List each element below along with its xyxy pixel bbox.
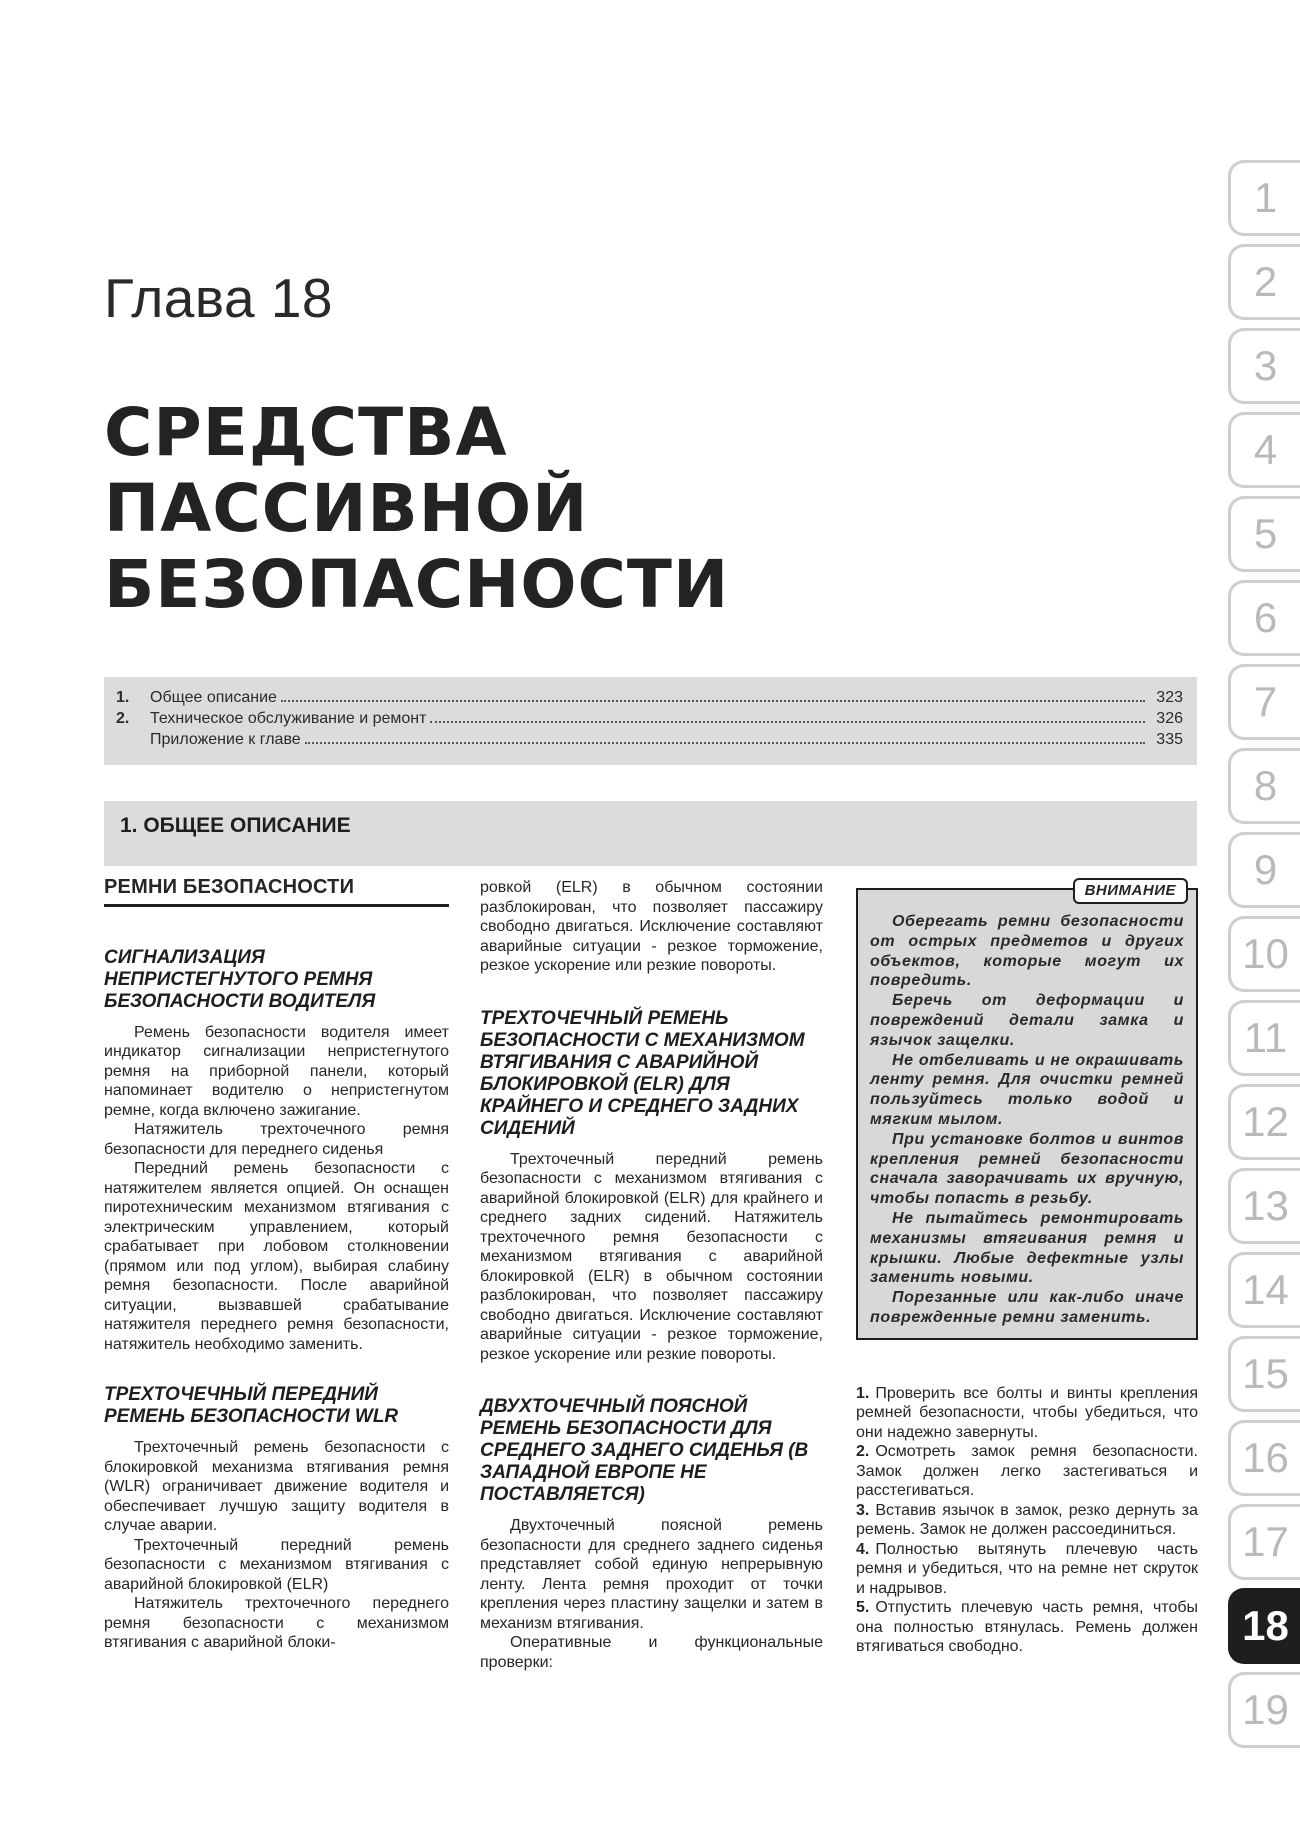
toc-page: 323 bbox=[1156, 689, 1183, 706]
text-column-1 bbox=[104, 878, 449, 1653]
paragraph: ровкой (ELR) в обычном состоянии разблокирован, что позволяет пассажиру свободно двигаться. Исключение составляют аварийные ситуации - резкое торможение, резкое ускорение или резкие повороты. bbox=[480, 879, 823, 974]
paragraph: Оперативные и функциональные проверки: bbox=[480, 1634, 823, 1671]
text-column-2 bbox=[480, 878, 823, 1672]
chapter-tab-16[interactable]: 16 bbox=[1228, 1420, 1300, 1496]
step-number: 2. bbox=[856, 1443, 870, 1461]
chapter-title-line: СРЕДСТВА bbox=[104, 394, 508, 471]
check-steps bbox=[856, 1384, 1198, 1657]
chapter-title-line: БЕЗОПАСНОСТИ bbox=[104, 546, 730, 623]
text-column-3 bbox=[856, 878, 1198, 1657]
subheading: ДВУХТОЧЕЧНЫЙ ПОЯСНОЙ РЕМЕНЬ БЕЗОПАСНОСТИ ДЛЯ СРЕДНЕГО ЗАДНЕГО СИДЕНЬЯ (В ЗАПАДНОЙ ЕВРОПЕ НЕ ПОСТАВЛЯЕТСЯ) bbox=[480, 1396, 809, 1505]
chapter-tab-8[interactable]: 8 bbox=[1228, 748, 1300, 824]
chapter-tab-19[interactable]: 19 bbox=[1228, 1672, 1300, 1748]
subheading: ТРЕХТОЧЕЧНЫЙ ПЕРЕДНИЙ РЕМЕНЬ БЕЗОПАСНОСТИ WLR bbox=[104, 1384, 399, 1427]
step-text: Осмотреть замок ремня безопасности. Замок должен легко застегиваться и расстегиваться. bbox=[856, 1443, 1198, 1500]
warning-label: ВНИМАНИЕ bbox=[1073, 878, 1188, 904]
paragraph: Двухточечный поясной ремень безопасности для среднего заднего сиденья представляет собой единую непрерывную ленту. Лента ремня проходит от точки крепления через пластину защелки и затем в механизм втягивания. bbox=[480, 1517, 823, 1632]
chapter-tab-7[interactable]: 7 bbox=[1228, 664, 1300, 740]
chapter-tab-12[interactable]: 12 bbox=[1228, 1084, 1300, 1160]
step-item bbox=[856, 1501, 1198, 1540]
paragraph: Натяжитель трехточечного ремня безопасности для переднего сиденья bbox=[104, 1121, 449, 1158]
chapter-tab-11[interactable]: 11 bbox=[1228, 1000, 1300, 1076]
paragraph: Трехточечный передний ремень безопасности с механизмом втягивания с аварийной блокировкой (ELR) bbox=[104, 1536, 449, 1593]
warning-text: Не отбеливать и не окрашивать ленту ремня. Для очистки ремней пользуйтесь только водой и мягким мылом. bbox=[870, 1051, 1184, 1128]
step-number: 4. bbox=[856, 1540, 870, 1558]
chapter-tab-2[interactable]: 2 bbox=[1228, 244, 1300, 320]
step-number: 1. bbox=[856, 1384, 870, 1402]
chapter-tab-6[interactable]: 6 bbox=[1228, 580, 1300, 656]
toc-title: Техническое обслуживание и ремонт bbox=[150, 710, 427, 727]
chapter-tab-18[interactable]: 18 bbox=[1228, 1588, 1300, 1664]
paragraph: Трехточечный передний ремень безопасности с механизмом втягивания с аварийной блокировкой (ELR) для крайнего и среднего задних сидений. Натяжитель трехточечного ремня безопасности с механизмом втягивания с аварийной блокировкой (ELR) в обычном состоянии разблокирован, что позволяет пассажиру свободно двигаться. Исключение составляют аварийные ситуации - резкое торможение, резкое ускорение или резкие повороты. bbox=[480, 1150, 823, 1363]
step-text: Полностью вытянуть плечевую часть ремня и убедиться, что на ремне нет скруток и надрывов. bbox=[856, 1540, 1198, 1597]
paragraph: Натяжитель трехточечного переднего ремня безопасности с механизмом втягивания с аварийной блоки- bbox=[104, 1595, 449, 1651]
section-header bbox=[104, 801, 1197, 866]
toc-entry[interactable] bbox=[116, 731, 1183, 751]
chapter-tab-17[interactable]: 17 bbox=[1228, 1504, 1300, 1580]
step-item bbox=[856, 1442, 1198, 1501]
step-text: Отпустить плечевую часть ремня, чтобы она полностью втянулась. Ремень должен втягиваться свободно. bbox=[856, 1599, 1198, 1656]
warning-text: Не пытайтесь ремонтировать механизмы втягивания ремня и крышки. Любые дефектные узлы заменить новыми. bbox=[870, 1209, 1184, 1287]
chapter-tab-13[interactable]: 13 bbox=[1228, 1168, 1300, 1244]
paragraph: Передний ремень безопасности с натяжителем является опцией. Он оснащен пиротехническим механизмом втягивания с электрическим управлением, который срабатывает при лобовом столкновении (прямом или под углом), выбирая слабину ремня безопасности. После аварийной ситуации, вызвавшей срабатывание натяжителя переднего ремня безопасности, натяжитель необходимо заменить. bbox=[104, 1160, 449, 1353]
step-text: Вставив язычок в замок, резко дернуть за ремень. Замок не должен рассоединиться. bbox=[856, 1501, 1198, 1539]
chapter-label: Глава 18 bbox=[104, 267, 334, 329]
warning-text: При установке болтов и винтов крепления ремней безопасности сначала заворачивать их вручную, чтобы попасть в резьбу. bbox=[870, 1130, 1184, 1208]
warning-text: Беречь от деформации и повреждений детали замка и язычок защелки. bbox=[870, 992, 1184, 1049]
toc-title: Общее описание bbox=[150, 689, 277, 706]
step-number: 3. bbox=[856, 1501, 870, 1519]
subheading: СИГНАЛИЗАЦИЯ НЕПРИСТЕГНУТОГО РЕМНЯ БЕЗОПАСНОСТИ ВОДИТЕЛЯ bbox=[104, 946, 376, 1012]
chapter-tab-9[interactable]: 9 bbox=[1228, 832, 1300, 908]
chapter-tab-14[interactable]: 14 bbox=[1228, 1252, 1300, 1328]
toc-number: 2. bbox=[116, 710, 130, 727]
step-number: 5. bbox=[856, 1599, 870, 1617]
step-item bbox=[856, 1384, 1198, 1443]
chapter-title bbox=[104, 395, 729, 623]
chapter-tab-4[interactable]: 4 bbox=[1228, 412, 1300, 488]
step-item bbox=[856, 1540, 1198, 1599]
toc-leader bbox=[281, 700, 1145, 702]
toc-leader bbox=[430, 721, 1145, 723]
chapter-tab-15[interactable]: 15 bbox=[1228, 1336, 1300, 1412]
step-text: Проверить все болты и винты крепления ремней безопасности, чтобы убедиться, что они надежно завернуты. bbox=[856, 1384, 1198, 1441]
table-of-contents bbox=[104, 677, 1197, 765]
paragraph: Ремень безопасности водителя имеет индикатор сигнализации непристегнутого ремня на приборной панели, который напоминает водителю о непристегнутом ремне, когда включено зажигание. bbox=[104, 1023, 449, 1119]
toc-entry[interactable] bbox=[116, 710, 1183, 730]
chapter-tab-3[interactable]: 3 bbox=[1228, 328, 1300, 404]
toc-title: Приложение к главе bbox=[150, 731, 301, 748]
toc-number: 1. bbox=[116, 689, 130, 706]
chapter-tab-10[interactable]: 10 bbox=[1228, 916, 1300, 992]
warning-text: Порезанные или как-либо иначе поврежденные ремни заменить. bbox=[870, 1289, 1184, 1326]
toc-leader bbox=[305, 742, 1145, 744]
column-heading: РЕМНИ БЕЗОПАСНОСТИ bbox=[104, 878, 449, 907]
toc-page: 326 bbox=[1156, 710, 1183, 727]
section-title: 1. ОБЩЕЕ ОПИСАНИЕ bbox=[120, 814, 351, 837]
step-item bbox=[856, 1598, 1198, 1657]
chapter-tab-1[interactable]: 1 bbox=[1228, 160, 1300, 236]
chapter-title-line: ПАССИВНОЙ bbox=[104, 470, 589, 547]
paragraph: Трехточечный ремень безопасности с блокировкой механизма втягивания ремня (WLR) ограничивает движение водителя и обеспечивает лучшую защиту водителя в случае аварии. bbox=[104, 1439, 449, 1534]
toc-page: 335 bbox=[1156, 731, 1183, 748]
warning-box bbox=[856, 882, 1198, 1340]
subheading: ТРЕХТОЧЕЧНЫЙ РЕМЕНЬ БЕЗОПАСНОСТИ С МЕХАНИЗМОМ ВТЯГИВАНИЯ С АВАРИЙНОЙ БЛОКИРОВКОЙ (ELR) ДЛЯ КРАЙНЕГО И СРЕДНЕГО ЗАДНИХ СИДЕНИЙ bbox=[480, 1007, 805, 1139]
warning-text: Оберегать ремни безопасности от острых предметов и других объектов, которые могут их повредить. bbox=[870, 913, 1184, 990]
chapter-tab-5[interactable]: 5 bbox=[1228, 496, 1300, 572]
toc-entry[interactable] bbox=[116, 689, 1183, 709]
